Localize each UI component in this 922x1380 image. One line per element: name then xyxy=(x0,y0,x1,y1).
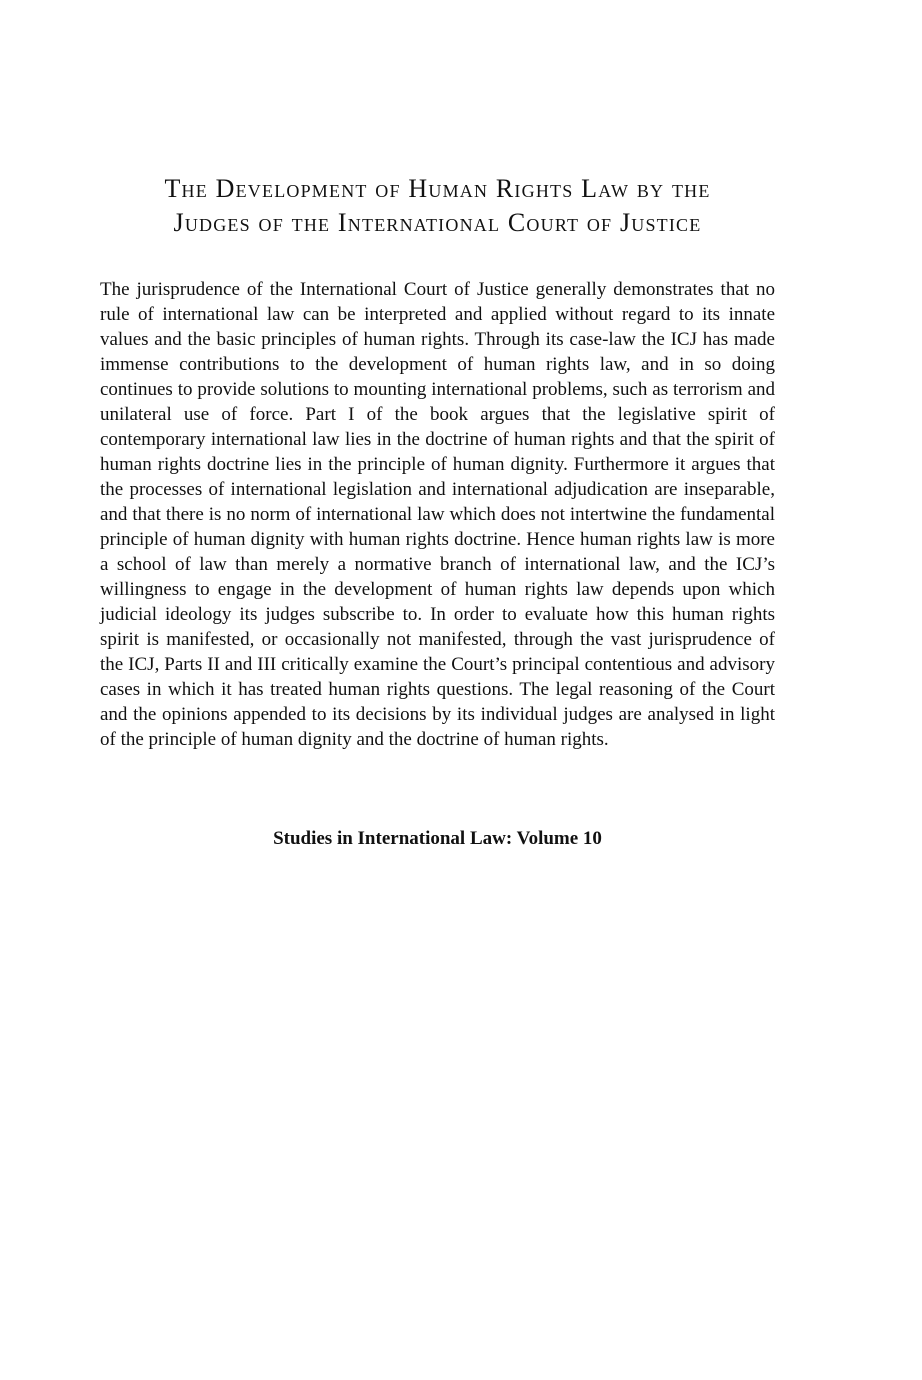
book-title-line-1: The Development of Human Rights Law by the xyxy=(164,174,711,203)
series-label: Studies in International Law: Volume 10 xyxy=(273,828,602,849)
book-abstract: The jurisprudence of the International Court of Justice generally demonstrates that no rule of international law can be interpreted and applied without regard to its innate values and the basic principles of human rights. Through its case-law the ICJ has made immense contributions to the development of human rights law, and in so doing continues to provide solutions to mounting international problems, such as terrorism and unilateral use of force. Part I of the book argues that the legislative spirit of contemporary international law lies in the doctrine of human rights and that the spirit of human rights doctrine lies in the principle of human dignity. Furthermore it argues that the processes of international legislation and international adjudication are inseparable, and that there is no norm of international law which does not intertwine the fundamental principle of human dignity with human rights doctrine. Hence human rights law is more a school of law than merely a normative branch of international law, and the ICJ’s willingness to engage in the development of human rights law depends upon which judicial ideology its judges subscribe to. In order to evaluate how this human rights spirit is manifested, or occasionally not manifested, through the vast jurisprudence of the ICJ, Parts II and III critically examine the Court’s principal contentious and advisory cases in which it has treated human rights questions. The legal reasoning of the Court and the opinions appended to its decisions by its individual judges are analysed in light of the principle of human dignity and the doctrine of human rights. xyxy=(100,279,775,750)
book-title-line-2: Judges of the International Court of Justice xyxy=(173,208,702,237)
book-title xyxy=(100,172,775,240)
